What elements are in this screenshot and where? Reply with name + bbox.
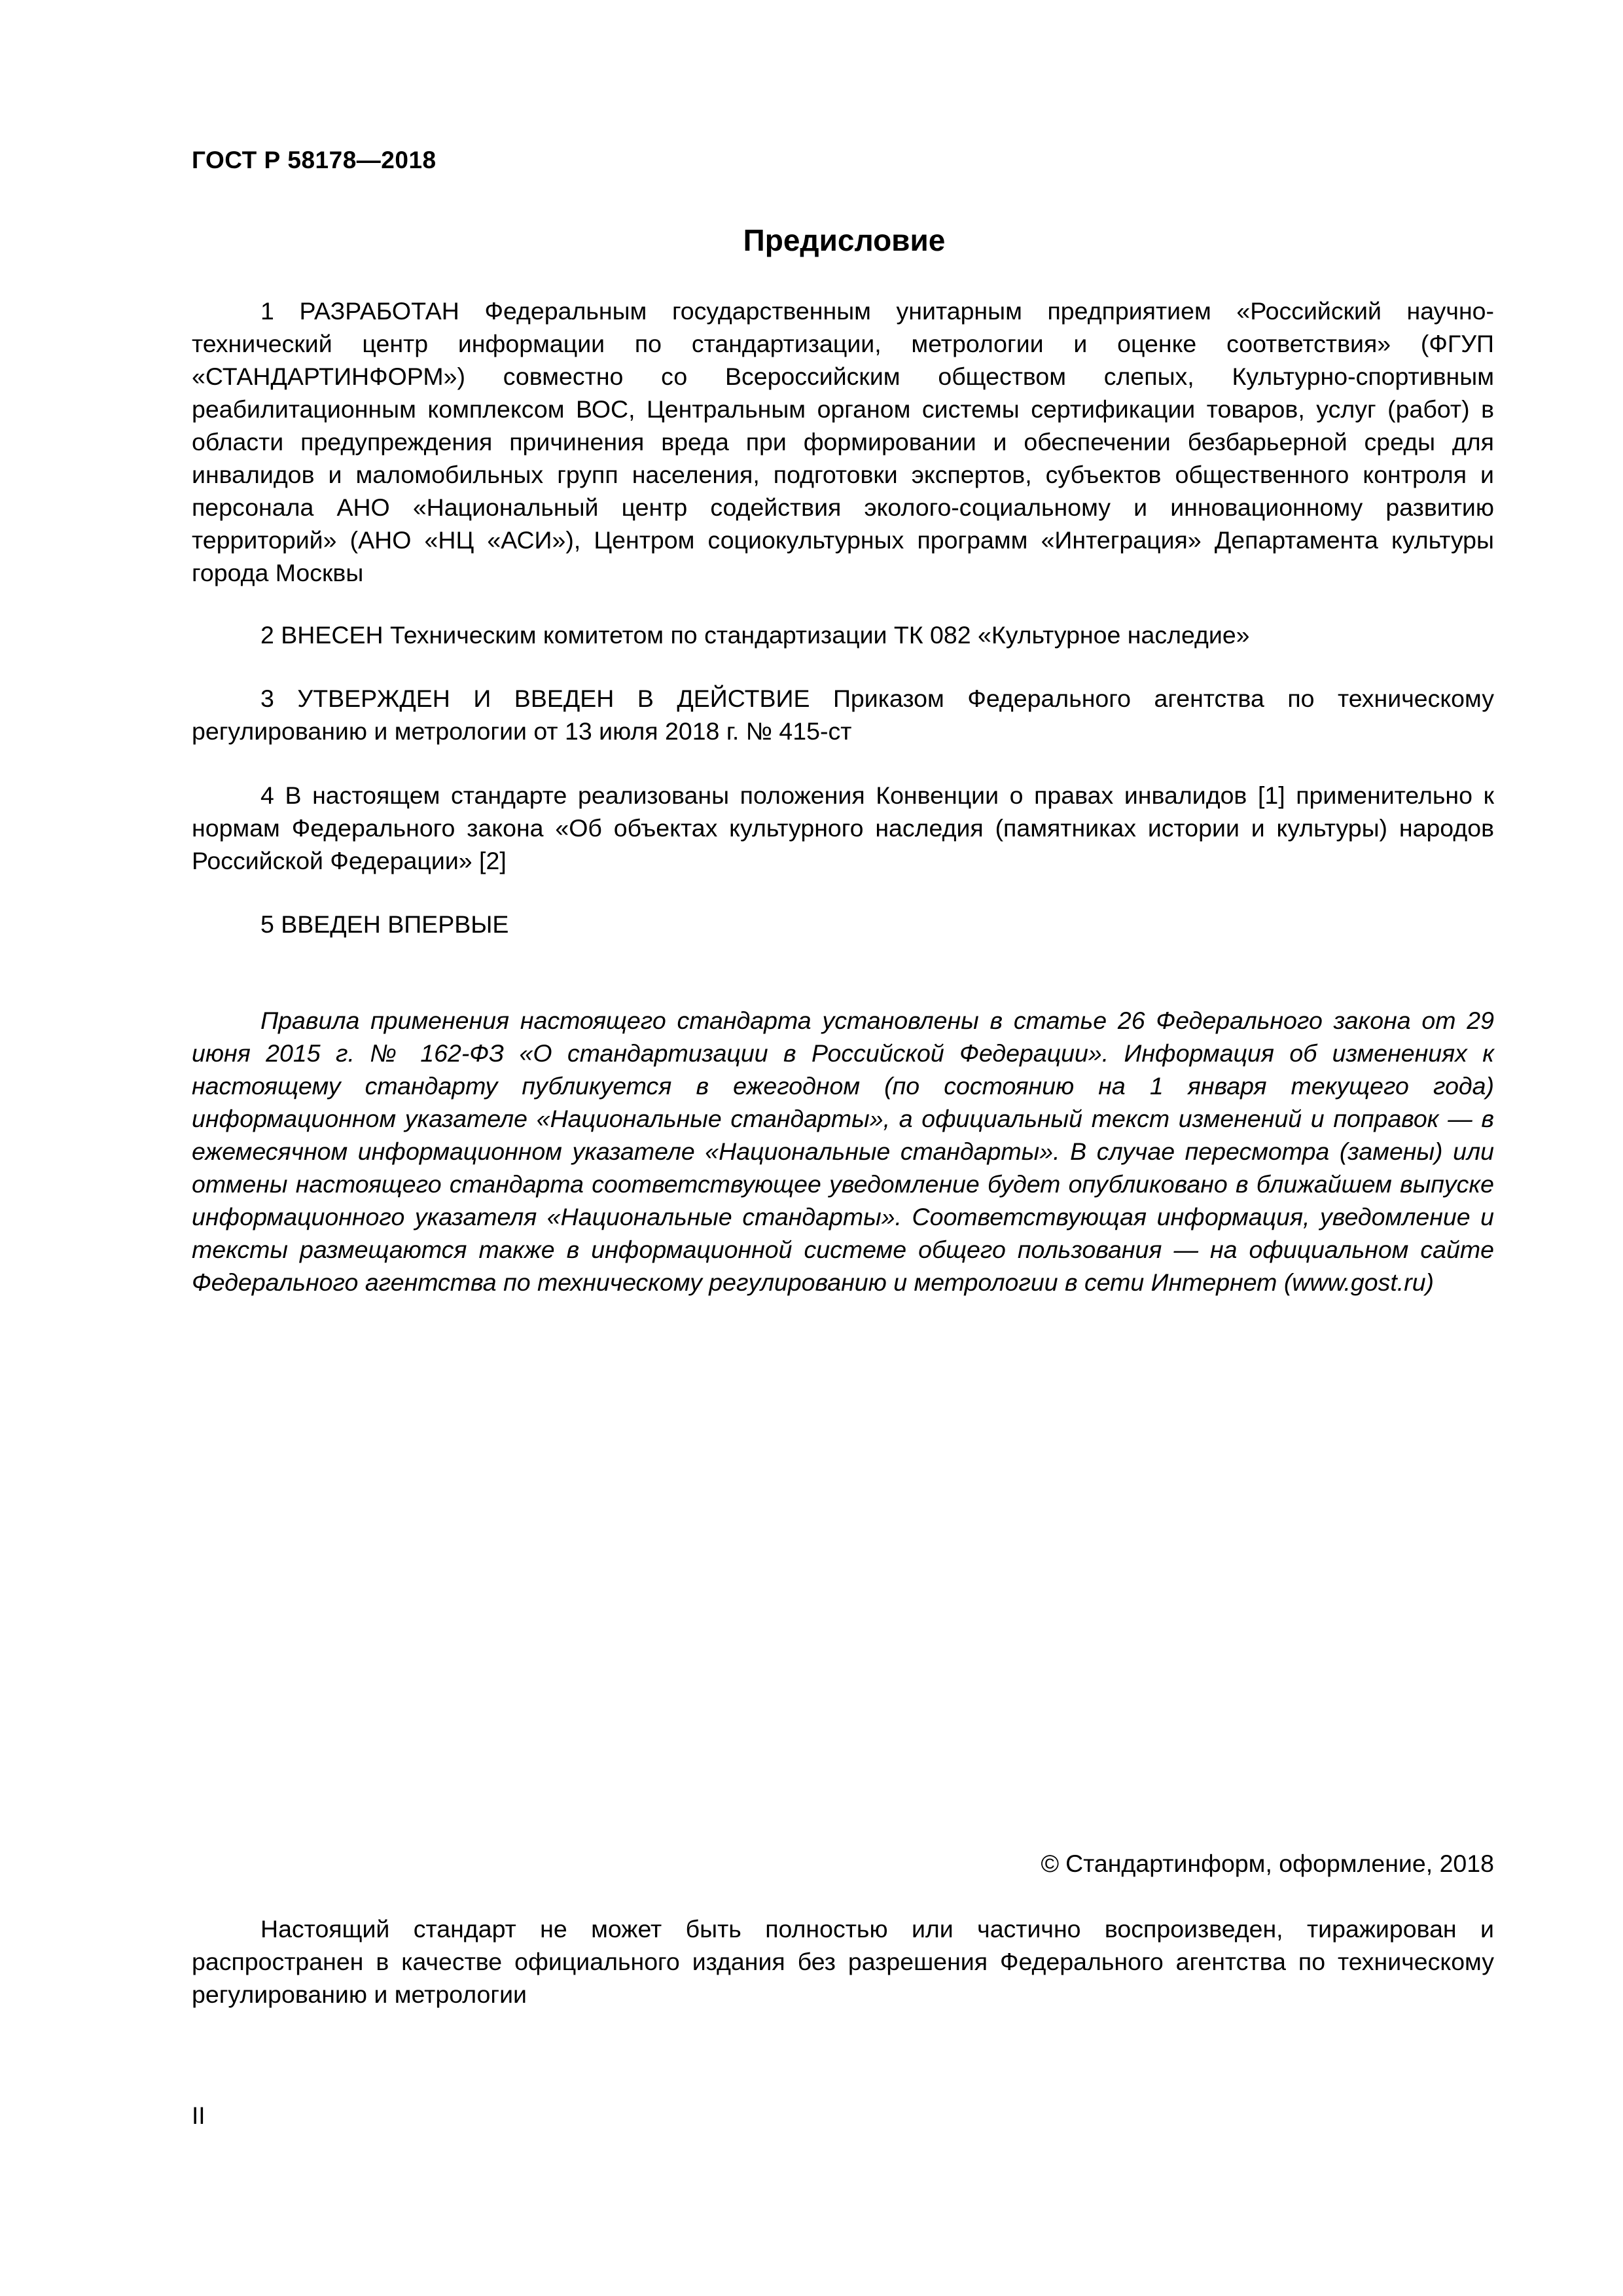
paragraph-introduced-by: 2 ВНЕСЕН Техническим комитетом по стандартизации ТК 082 «Культурное наследие»: [260, 621, 1250, 649]
paragraph-developed-by: 1 РАЗРАБОТАН Федеральным государственным унитарным предприятием «Российский научно-технический центр информации по стандартизации, метрологии и оценке соответствия» (ФГУП «СТАНДАРТИНФОРМ») совместно со Всероссийским обществом слепых, Культурно-спортивным реабилитационным комплексом ВОС, Центральным органом системы сертификации товаров, услуг (работ) в области предупреждения причинения вреда при формировании и обеспечении безбарьерной среды для инвалидов и маломобильных групп населения, подготовки экспертов, субъектов общественного контроля и персонала АНО «Национальный центр содействия эколого-социальному и инновационному развитию территорий» (АНО «НЦ «АСИ»), Центром социокультурных программ «Интеграция» Департамента культуры города Москвы: [192, 297, 1494, 586]
paragraph-convention: 4 В настоящем стандарте реализованы положения Конвенции о правах инвалидов [1] применительно к нормам Федерального закона «Об объектах культурного наследия (памятниках истории и культуры) народов Российской Федерации» [2]: [192, 781, 1494, 874]
copyright-icon: ©: [1041, 1850, 1060, 1877]
paragraph-approved: 3 УТВЕРЖДЕН И ВВЕДЕН В ДЕЙСТВИЕ Приказом Федерального агентства по техническому регулированию и метрологии от 13 июля 2018 г. № 415-ст: [192, 685, 1494, 745]
application-rules-notice: Правила применения настоящего стандарта установлены в статье 26 Федерального закона от 29 июня 2015 г. № 162-ФЗ «О стандартизации в Российской Федерации». Информация об изменениях к настоящему стандарту публикуется в ежегодном (по состоянию на 1 января текущего года) информационном указателе «Национальные стандарты», а официальный текст изменений и поправок — в ежемесячном информационном указателе «Национальные стандарты». В случае пересмотра (замены) или отмены настоящего стандарта соответствующее уведомление будет опубликовано в ближайшем выпуске информационного указателя «Национальные стандарты». Соответствующая информация, уведомление и тексты размещаются также в информационной системе общего пользования — на официальном сайте Федерального агентства по техническому регулированию и метрологии в сети Интернет (www.gost.ru): [192, 1007, 1494, 1296]
standard-designation: ГОСТ Р 58178—2018: [192, 147, 437, 173]
reproduction-notice: Настоящий стандарт не может быть полностью или частично воспроизведен, тиражирован и распространен в качестве официального издания без разрешения Федерального агентства по техническому регулированию и метрологии: [192, 1915, 1494, 2008]
copyright-text: Стандартинформ, оформление, 2018: [1065, 1850, 1494, 1877]
paragraph-first-introduced: 5 ВВЕДЕН ВПЕРВЫЕ: [260, 910, 509, 938]
section-title: Предисловие: [743, 223, 946, 257]
copyright-line: [1041, 1850, 1494, 1878]
page-number: II: [192, 2102, 205, 2129]
